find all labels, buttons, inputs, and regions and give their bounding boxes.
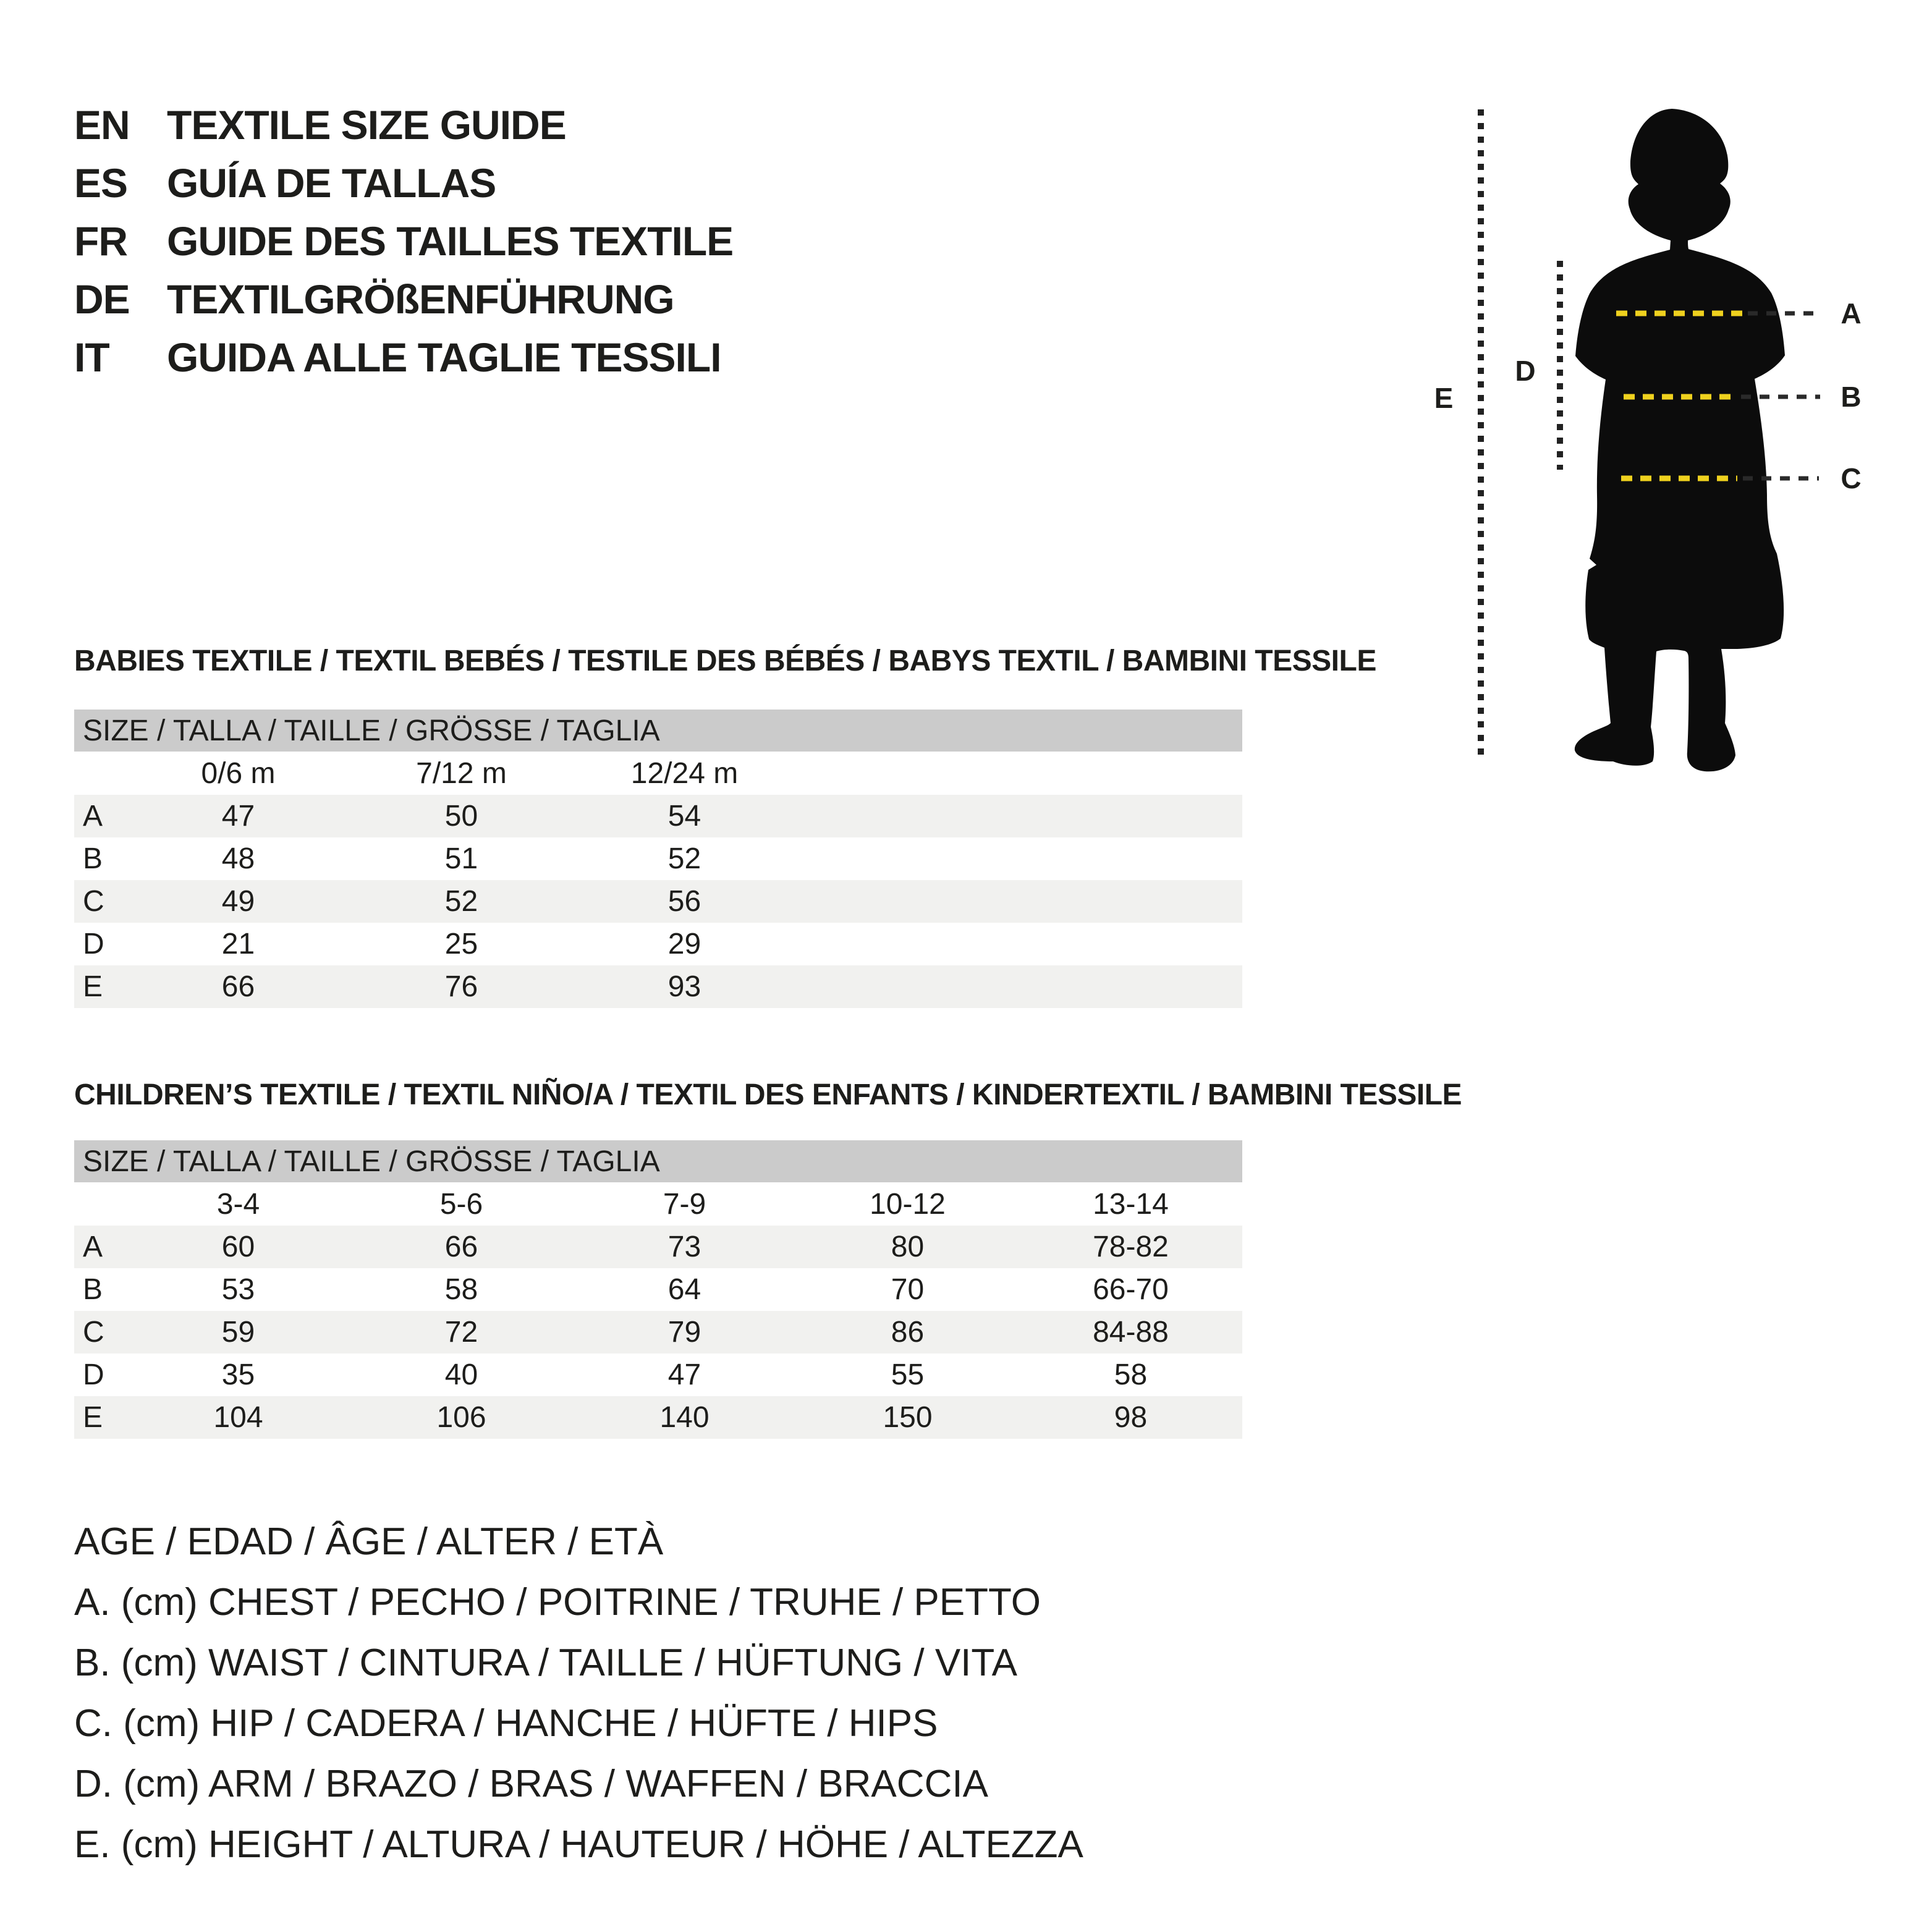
legend-hip: C. (cm) HIP / CADERA / HANCHE / HÜFTE / HIPS bbox=[74, 1701, 938, 1745]
row-label: A bbox=[83, 800, 103, 833]
cell-value: 104 bbox=[213, 1401, 263, 1434]
measurement-figure bbox=[1409, 99, 1904, 791]
babies-size-table bbox=[74, 710, 1242, 1008]
table-row bbox=[74, 1354, 1242, 1396]
lang-title-it: GUIDA ALLE TAGLIE TESSILI bbox=[167, 334, 721, 380]
cell-value: 93 bbox=[667, 970, 701, 1003]
children-column-header-row bbox=[74, 1182, 1242, 1226]
cell-value: 54 bbox=[667, 800, 701, 833]
lang-title-en: TEXTILE SIZE GUIDE bbox=[167, 102, 566, 148]
language-title-block bbox=[74, 96, 1187, 386]
measure-label-b: B bbox=[1841, 381, 1862, 413]
table-row bbox=[74, 1396, 1242, 1439]
children-col-0: 3-4 bbox=[216, 1187, 260, 1221]
cell-value: 66 bbox=[221, 970, 255, 1003]
children-col-2: 7-9 bbox=[663, 1187, 706, 1221]
measure-label-a: A bbox=[1841, 297, 1862, 329]
babies-section-heading: BABIES TEXTILE / TEXTIL BEBÉS / TESTILE DES BÉBÉS / BABYS TEXTIL / BAMBINI TESSILE bbox=[74, 645, 1376, 677]
row-label: E bbox=[83, 970, 103, 1003]
cell-value: 49 bbox=[221, 885, 255, 918]
cell-value: 84-88 bbox=[1093, 1316, 1169, 1349]
cell-value: 25 bbox=[444, 928, 478, 960]
cell-value: 60 bbox=[221, 1231, 255, 1263]
measure-label-c: C bbox=[1841, 462, 1862, 494]
children-size-table bbox=[74, 1140, 1242, 1439]
cell-value: 72 bbox=[444, 1316, 478, 1349]
lang-row-de bbox=[74, 270, 1187, 328]
cell-value: 70 bbox=[891, 1273, 925, 1306]
cell-value: 140 bbox=[659, 1401, 710, 1434]
lang-row-it bbox=[74, 328, 1187, 386]
cell-value: 80 bbox=[891, 1231, 925, 1263]
legend-arm: D. (cm) ARM / BRAZO / BRAS / WAFFEN / BRACCIA bbox=[74, 1762, 988, 1805]
cell-value: 79 bbox=[667, 1316, 701, 1349]
lang-code-de: DE bbox=[74, 276, 130, 322]
cell-value: 76 bbox=[444, 970, 478, 1003]
babies-col-2: 12/24 m bbox=[630, 756, 739, 790]
cell-value: 21 bbox=[221, 928, 255, 960]
babies-column-header-row bbox=[74, 752, 1242, 795]
row-label: D bbox=[83, 928, 104, 960]
cell-value: 53 bbox=[221, 1273, 255, 1306]
children-col-3: 10-12 bbox=[870, 1187, 946, 1221]
babies-size-header-bar: SIZE / TALLA / TAILLE / GRÖSSE / TAGLIA bbox=[74, 710, 1242, 752]
cell-value: 56 bbox=[667, 885, 701, 918]
cell-value: 58 bbox=[444, 1273, 478, 1306]
cell-value: 59 bbox=[221, 1316, 255, 1349]
legend-chest: A. (cm) CHEST / PECHO / POITRINE / TRUHE / PETTO bbox=[74, 1580, 1041, 1624]
lang-code-en: EN bbox=[74, 102, 130, 148]
cell-value: 66 bbox=[444, 1231, 478, 1263]
measure-label-d: D bbox=[1515, 355, 1536, 387]
children-col-4: 13-14 bbox=[1093, 1187, 1169, 1221]
cell-value: 66-70 bbox=[1093, 1273, 1169, 1306]
lang-title-de: TEXTILGRÖßENFÜHRUNG bbox=[167, 276, 674, 322]
cell-value: 106 bbox=[436, 1401, 486, 1434]
cell-value: 86 bbox=[891, 1316, 925, 1349]
cell-value: 64 bbox=[667, 1273, 701, 1306]
row-label: C bbox=[83, 885, 104, 918]
measure-label-e: E bbox=[1434, 382, 1454, 414]
table-row bbox=[74, 837, 1242, 880]
row-label: B bbox=[83, 842, 103, 875]
table-row bbox=[74, 1311, 1242, 1354]
cell-value: 55 bbox=[891, 1358, 925, 1391]
child-silhouette bbox=[1575, 109, 1785, 771]
cell-value: 47 bbox=[667, 1358, 701, 1391]
children-section-heading: CHILDREN’S TEXTILE / TEXTIL NIÑO/A / TEXTIL DES ENFANTS / KINDERTEXTIL / BAMBINI TESSILE bbox=[74, 1078, 1462, 1111]
row-label: E bbox=[83, 1401, 103, 1434]
cell-value: 150 bbox=[883, 1401, 933, 1434]
children-col-1: 5-6 bbox=[439, 1187, 483, 1221]
cell-value: 35 bbox=[221, 1358, 255, 1391]
table-row bbox=[74, 795, 1242, 837]
legend-age: AGE / EDAD / ÂGE / ALTER / ETÀ bbox=[74, 1520, 664, 1563]
cell-value: 73 bbox=[667, 1231, 701, 1263]
row-label: C bbox=[83, 1316, 104, 1349]
lang-title-fr: GUIDE DES TAILLES TEXTILE bbox=[167, 218, 734, 264]
cell-value: 58 bbox=[1114, 1358, 1148, 1391]
legend-height: E. (cm) HEIGHT / ALTURA / HAUTEUR / HÖHE / ALTEZZA bbox=[74, 1823, 1083, 1866]
cell-value: 51 bbox=[444, 842, 478, 875]
cell-value: 29 bbox=[667, 928, 701, 960]
lang-code-fr: FR bbox=[74, 218, 127, 264]
lang-row-es bbox=[74, 154, 1187, 212]
cell-value: 78-82 bbox=[1093, 1231, 1169, 1263]
table-row bbox=[74, 1268, 1242, 1311]
lang-code-es: ES bbox=[74, 160, 128, 206]
lang-title-es: GUÍA DE TALLAS bbox=[167, 160, 496, 206]
row-label: D bbox=[83, 1358, 104, 1391]
children-size-header-bar: SIZE / TALLA / TAILLE / GRÖSSE / TAGLIA bbox=[74, 1140, 1242, 1182]
cell-value: 47 bbox=[221, 800, 255, 833]
measurement-legend bbox=[74, 1511, 1083, 1875]
babies-col-0: 0/6 m bbox=[201, 756, 276, 790]
lang-code-it: IT bbox=[74, 334, 109, 380]
table-row bbox=[74, 965, 1242, 1008]
cell-value: 50 bbox=[444, 800, 478, 833]
lang-row-fr bbox=[74, 212, 1187, 270]
babies-col-1: 7/12 m bbox=[416, 756, 507, 790]
lang-row-en bbox=[74, 96, 1187, 154]
cell-value: 52 bbox=[444, 885, 478, 918]
cell-value: 40 bbox=[444, 1358, 478, 1391]
table-row bbox=[74, 1226, 1242, 1268]
cell-value: 98 bbox=[1114, 1401, 1148, 1434]
row-label: A bbox=[83, 1231, 103, 1263]
cell-value: 52 bbox=[667, 842, 701, 875]
legend-waist: B. (cm) WAIST / CINTURA / TAILLE / HÜFTUNG / VITA bbox=[74, 1641, 1018, 1684]
cell-value: 48 bbox=[221, 842, 255, 875]
table-row bbox=[74, 880, 1242, 923]
row-label: B bbox=[83, 1273, 103, 1306]
table-row bbox=[74, 923, 1242, 965]
